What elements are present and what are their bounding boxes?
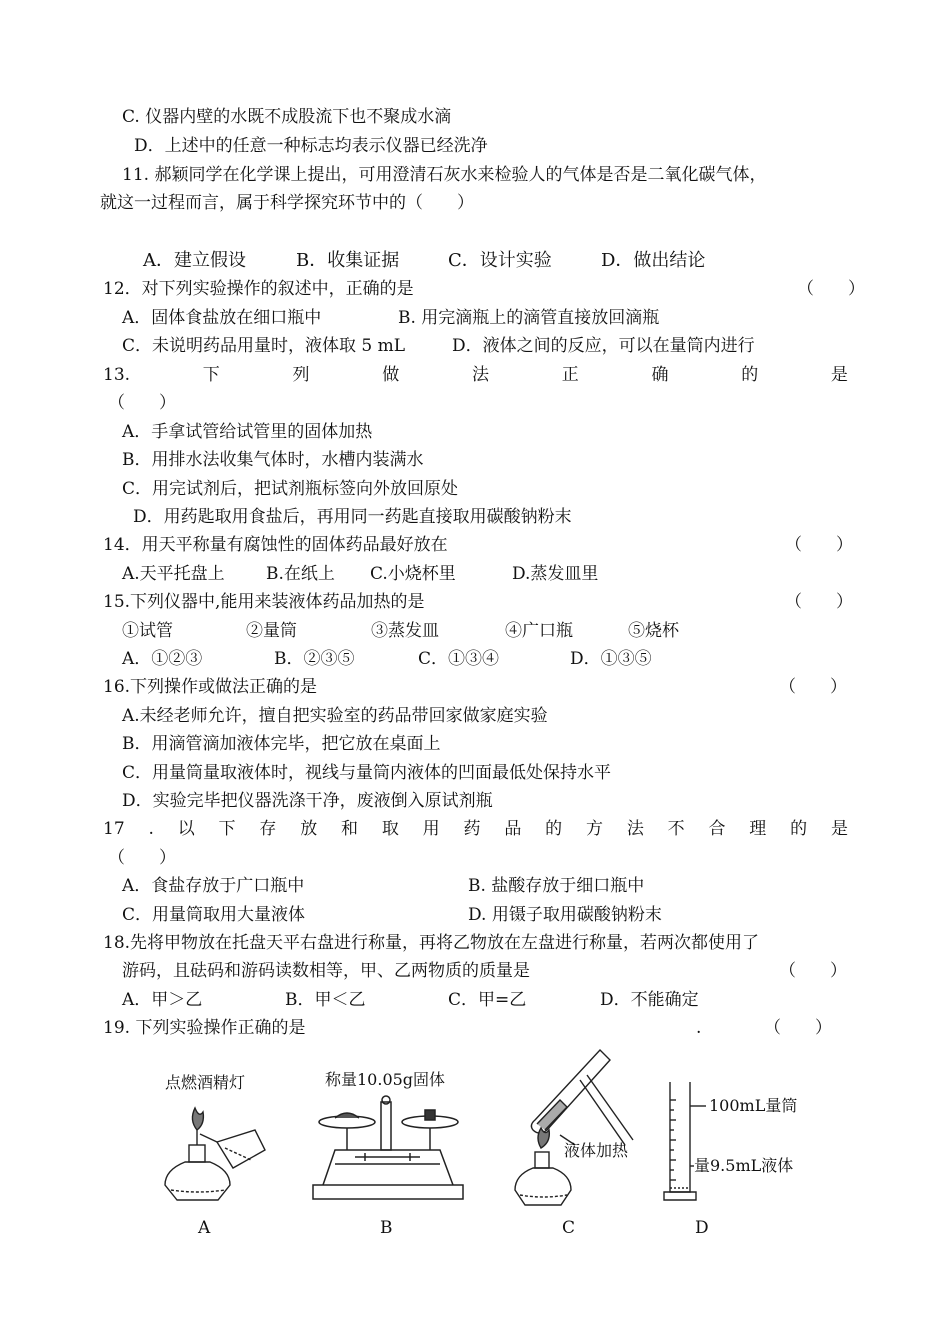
- q13-stem-char: 下: [202, 365, 220, 385]
- q15-option-a: A．①②③: [122, 649, 203, 669]
- q13-stem-char: 13.: [103, 365, 131, 385]
- q18-option-d: D．不能确定: [600, 990, 699, 1010]
- q19-stem: 19. 下列实验操作正确的是: [103, 1018, 306, 1038]
- q14-stem: 14．用天平称量有腐蚀性的固体药品最好放在: [103, 535, 448, 555]
- q18-option-b: B．甲＜乙: [285, 990, 366, 1010]
- q13-stem-char: 正: [561, 365, 579, 385]
- fig-d-letter: D: [695, 1218, 709, 1238]
- q16-option-c: C．用量筒量取液体时，视线与量筒内液体的凹面最低处保持水平: [122, 763, 612, 783]
- q15-answer-paren: （ ）: [785, 592, 853, 612]
- q17-option-d: D. 用镊子取用碳酸钠粉末: [468, 905, 662, 925]
- q18-stem-line1: 18.先将甲物放在托盘天平右盘进行称量，再将乙物放在左盘进行称量，若两次都使用了: [103, 933, 760, 953]
- q13-answer-paren: （ ）: [108, 393, 176, 413]
- q18-option-a: A．甲＞乙: [122, 990, 203, 1010]
- measuring-cylinder-figure: [660, 1080, 710, 1205]
- q16-option-a: A.未经老师允许，擅自把实验室的药品带回家做家庭实验: [122, 706, 548, 726]
- q11-option-d: D．做出结论: [601, 250, 706, 271]
- q17-option-c: C．用量筒取用大量液体: [122, 905, 306, 925]
- fig-b-letter: B: [380, 1218, 393, 1238]
- q16-option-b: B．用滴管滴加液体完毕，把它放在桌面上: [122, 734, 441, 754]
- fig-d-label-volume: 量9.5mL液体: [694, 1156, 794, 1175]
- q17-stem-char: 是: [830, 819, 848, 839]
- q12-option-b: B. 用完滴瓶上的滴管直接放回滴瓶: [398, 308, 660, 328]
- q13-stem-char: 确: [651, 365, 669, 385]
- fig-c-letter: C: [562, 1218, 576, 1238]
- q15-item-1: ①试管: [122, 621, 173, 641]
- q14-option-b: B.在纸上: [266, 564, 335, 584]
- q12-stem: 12．对下列实验操作的叙述中，正确的是: [103, 279, 414, 299]
- q12-option-c: C．未说明药品用量时，液体取 5 mL: [122, 336, 406, 356]
- q17-stem-char: 存: [259, 819, 277, 839]
- fig-a-label: 点燃酒精灯: [165, 1073, 246, 1092]
- q18-answer-paren: （ ）: [779, 961, 847, 981]
- q17-stem-char: 药: [463, 819, 481, 839]
- balance-figure: [305, 1090, 470, 1205]
- fig-d-label-cylinder: 100mL量筒: [709, 1096, 798, 1115]
- q17-stem-char: 的: [545, 819, 563, 839]
- q13-stem-char: 的: [741, 365, 759, 385]
- q11-option-a: A．建立假设: [143, 250, 246, 271]
- q11-option-b: B．收集证据: [296, 250, 400, 271]
- alcohol-lamp-lighting-figure: [155, 1090, 275, 1210]
- q13-stem: [103, 364, 848, 386]
- fig-a-letter: A: [198, 1218, 211, 1238]
- q13-stem-char: 法: [471, 365, 489, 385]
- q17-stem-char: 合: [708, 819, 726, 839]
- q16-stem: 16.下列操作或做法正确的是: [103, 677, 318, 697]
- q14-answer-paren: （ ）: [785, 535, 853, 555]
- q17-stem-char: 不: [667, 819, 685, 839]
- q18-stem-line2: 游码，且砝码和游码读数相等，甲、乙两物质的质量是: [122, 961, 530, 981]
- q19-dot: .: [696, 1018, 702, 1038]
- q14-option-c: C.小烧杯里: [370, 564, 456, 584]
- q15-item-4: ④广口瓶: [505, 621, 573, 641]
- q11-option-c: C．设计实验: [448, 250, 552, 271]
- fig-c-label: 液体加热: [564, 1141, 629, 1160]
- q12-option-d: D．液体之间的反应，可以在量筒内进行: [452, 336, 755, 356]
- q17-stem-char: 放: [300, 819, 318, 839]
- q17-stem-char: 取: [381, 819, 399, 839]
- q13-option-b: B．用排水法收集气体时，水槽内装满水: [122, 450, 424, 470]
- q17-stem-char: 用: [422, 819, 440, 839]
- q12-option-a: A．固体食盐放在细口瓶中: [122, 308, 322, 328]
- q10-option-c: C. 仪器内壁的水既不成股流下也不聚成水滴: [122, 107, 452, 127]
- q12-answer-paren: （ ）: [797, 279, 865, 299]
- q17-stem-char: .: [148, 819, 154, 839]
- q18-option-c: C．甲=乙: [448, 990, 527, 1010]
- q17-stem-char: 品: [504, 819, 522, 839]
- q16-option-d: D．实验完毕把仪器洗涤干净，废液倒入原试剂瓶: [122, 791, 493, 811]
- q17-stem-char: 以: [177, 819, 195, 839]
- q15-option-b: B．②③⑤: [274, 649, 355, 669]
- q13-option-d: D．用药匙取用食盐后，再用同一药匙直接取用碳酸钠粉末: [133, 507, 572, 527]
- q17-stem-char: 方: [585, 819, 603, 839]
- q15-item-5: ⑤烧杯: [628, 621, 679, 641]
- q11-stem-line2: 就这一过程而言，属于科学探究环节中的（ ）: [100, 193, 474, 213]
- q17-stem: [103, 818, 848, 840]
- q14-option-a: A.天平托盘上: [122, 564, 225, 584]
- fig-b-label: 称量10.05g固体: [325, 1070, 446, 1089]
- q17-stem-char: 下: [218, 819, 236, 839]
- q17-stem-char: 和: [341, 819, 359, 839]
- q10-option-d: D．上述中的任意一种标志均表示仪器已经洗净: [134, 136, 488, 156]
- q15-item-3: ③蒸发皿: [371, 621, 439, 641]
- q17-stem-char: 理: [749, 819, 767, 839]
- q15-option-d: D．①③⑤: [570, 649, 652, 669]
- q17-answer-paren: （ ）: [108, 848, 176, 868]
- q17-stem-char: 的: [790, 819, 808, 839]
- q11-stem-line1: 11. 郝颖同学在化学课上提出，可用澄清石灰水来检验人的气体是否是二氧化碳气体，: [122, 165, 767, 185]
- q17-stem-char: 17: [103, 819, 125, 839]
- q13-stem-char: 是: [830, 365, 848, 385]
- q15-item-2: ②量筒: [246, 621, 297, 641]
- q15-stem: 15.下列仪器中,能用来装液体药品加热的是: [103, 592, 425, 612]
- q13-option-c: C．用完试剂后，把试剂瓶标签向外放回原处: [122, 479, 459, 499]
- q13-option-a: A．手拿试管给试管里的固体加热: [122, 422, 373, 442]
- q13-stem-char: 做: [382, 365, 400, 385]
- test-tube-heating-figure: [505, 1040, 645, 1210]
- q17-option-a: A．食盐存放于广口瓶中: [122, 876, 305, 896]
- q17-stem-char: 法: [626, 819, 644, 839]
- q17-option-b: B. 盐酸存放于细口瓶中: [468, 876, 645, 896]
- q14-option-d: D.蒸发皿里: [512, 564, 599, 584]
- q16-answer-paren: （ ）: [779, 677, 847, 697]
- q13-stem-char: 列: [292, 365, 310, 385]
- q19-answer-paren: （ ）: [764, 1018, 832, 1038]
- q15-option-c: C．①③④: [418, 649, 500, 669]
